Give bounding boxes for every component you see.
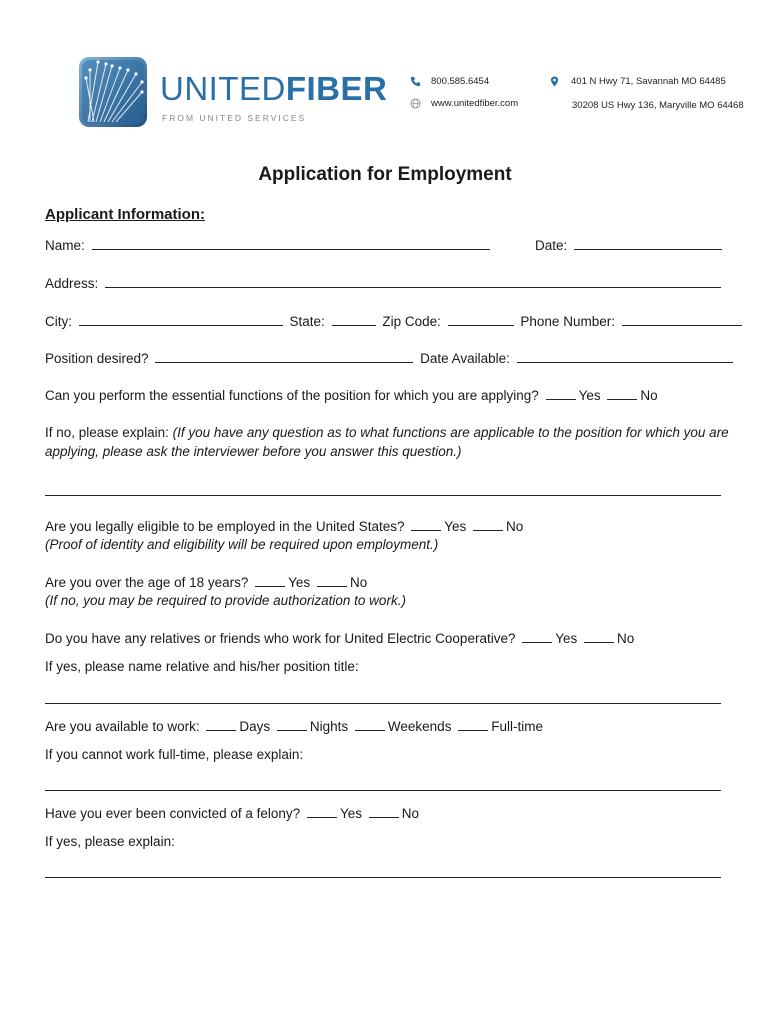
date-field[interactable]: [574, 237, 722, 250]
felony-question: [45, 805, 419, 821]
age-question: [45, 574, 367, 590]
city-field[interactable]: [79, 313, 283, 326]
location-pin-icon: [550, 76, 559, 87]
explain-answer-line[interactable]: [45, 495, 721, 496]
days-field[interactable]: [206, 718, 236, 731]
relatives-no-field[interactable]: [584, 630, 614, 643]
relatives-label: Do you have any relatives or friends who work for United Electric Cooperative?: [45, 631, 516, 646]
essential-functions-label: Can you perform the essential functions of the position for which you are applying?: [45, 388, 539, 403]
essential-no-field[interactable]: [607, 387, 637, 400]
form-title: Application for Employment: [258, 164, 512, 185]
phone-contact: [410, 76, 489, 87]
date-available-label: Date Available:: [420, 351, 510, 366]
address-field[interactable]: [105, 275, 721, 288]
company-logo: [78, 56, 388, 128]
eligibility-yes-field[interactable]: [411, 518, 441, 531]
phone-field[interactable]: [622, 313, 742, 326]
felony-yes-label: Yes: [339, 806, 362, 821]
felony-no-label: No: [401, 806, 419, 821]
position-label: Position desired?: [45, 351, 149, 366]
relatives-yes-field[interactable]: [522, 630, 552, 643]
brand-tagline: FROM UNITED SERVICES: [162, 113, 307, 123]
address-line-1: 401 N Hwy 71, Savannah MO 64485: [571, 76, 726, 88]
fulltime-field[interactable]: [458, 718, 488, 731]
felony-answer-line[interactable]: [45, 877, 721, 878]
fiber-logo-icon: [78, 56, 148, 128]
age-label: Are you over the age of 18 years?: [45, 575, 249, 590]
address-contact: [550, 76, 726, 87]
city-row: [45, 313, 745, 329]
relatives-question: [45, 630, 634, 646]
phone-number[interactable]: 800.585.6454: [431, 76, 490, 88]
section-heading: Applicant Information:: [45, 206, 205, 223]
age-yes-field[interactable]: [255, 574, 285, 587]
explain-note-2: applying, please ask the interviewer before you answer this question.): [45, 444, 462, 459]
relatives-yes-label: Yes: [555, 631, 578, 646]
weekends-label: Weekends: [387, 719, 452, 734]
state-field[interactable]: [332, 313, 376, 326]
eligibility-no-field[interactable]: [473, 518, 503, 531]
city-label: City:: [45, 314, 72, 329]
name-row: [45, 237, 493, 253]
relatives-answer-line[interactable]: [45, 703, 721, 704]
website-contact: [410, 98, 518, 109]
felony-label: Have you ever been convicted of a felony?: [45, 806, 301, 821]
felony-yes-field[interactable]: [307, 805, 337, 818]
fulltime-answer-line[interactable]: [45, 790, 721, 791]
felony-followup: If yes, please explain:: [45, 834, 175, 849]
age-note: (If no, you may be required to provide authorization to work.): [45, 593, 406, 608]
eligibility-note: (Proof of identity and eligibility will be required upon employment.): [45, 537, 439, 552]
days-label: Days: [239, 719, 271, 734]
age-no-field[interactable]: [317, 574, 347, 587]
name-field[interactable]: [92, 237, 490, 250]
phone-icon: [410, 76, 421, 87]
weekends-field[interactable]: [355, 718, 385, 731]
essential-yes-field[interactable]: [546, 387, 576, 400]
eligibility-yes-label: Yes: [444, 519, 467, 534]
eligibility-no-label: No: [506, 519, 524, 534]
date-available-field[interactable]: [517, 350, 733, 363]
essential-functions-question: [45, 387, 658, 403]
date-label: Date:: [535, 238, 568, 253]
essential-yes-label: Yes: [578, 388, 601, 403]
address-row: [45, 275, 724, 291]
relatives-followup: If yes, please name relative and his/her position title:: [45, 659, 359, 674]
explain-note-1: (If you have any question as to what functions are applicable to the position for which you are: [172, 425, 729, 440]
eligibility-question: [45, 518, 523, 534]
availability-question: [45, 718, 543, 734]
essential-no-label: No: [640, 388, 658, 403]
address-label: Address:: [45, 276, 99, 291]
explain-prefix: If no, please explain:: [45, 425, 169, 440]
website-link[interactable]: www.unitedfiber.com: [431, 98, 519, 110]
age-yes-label: Yes: [288, 575, 311, 590]
fulltime-followup: If you cannot work full-time, please explain:: [45, 747, 304, 762]
date-row: [535, 237, 725, 253]
position-field[interactable]: [155, 350, 413, 363]
zip-label: Zip Code:: [382, 314, 441, 329]
address-line-2: 30208 US Hwy 136, Maryville MO 64468: [572, 100, 744, 111]
position-row: [45, 350, 736, 366]
globe-icon: [410, 98, 421, 109]
felony-no-field[interactable]: [369, 805, 399, 818]
relatives-no-label: No: [617, 631, 635, 646]
age-no-label: No: [349, 575, 368, 590]
availability-label: Are you available to work:: [45, 719, 200, 734]
nights-label: Nights: [309, 719, 349, 734]
nights-field[interactable]: [277, 718, 307, 731]
explain-note-line-1: [45, 425, 729, 440]
brand-name: UNITEDFIBER: [160, 70, 388, 107]
name-label: Name:: [45, 238, 85, 253]
state-label: State:: [289, 314, 325, 329]
zip-field[interactable]: [448, 313, 514, 326]
fulltime-label: Full-time: [491, 719, 543, 734]
eligibility-label: Are you legally eligible to be employed in the United States?: [45, 519, 405, 534]
phone-label: Phone Number:: [520, 314, 615, 329]
